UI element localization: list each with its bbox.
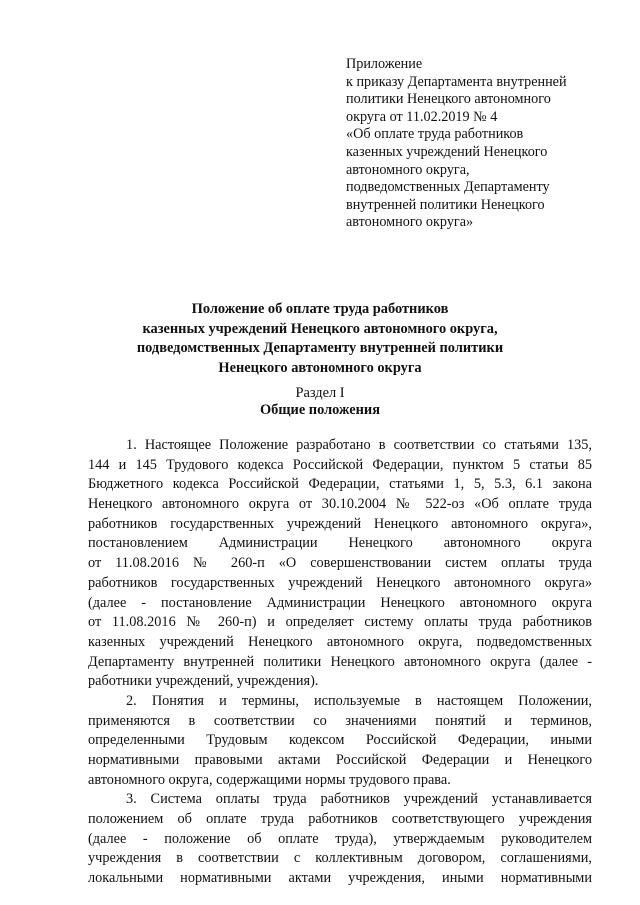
section-heading: Общие положения <box>259 402 381 418</box>
paragraph-1-line: работники учреждений, учреждения). <box>88 673 319 690</box>
paragraph-1-line: постановлением Администрации Ненецкого автономного округа <box>88 535 592 552</box>
paragraph-3-line: 3. Система оплаты труда работников учреждений устанавливается <box>126 791 592 808</box>
appendix-line: казенных учреждений Ненецкого <box>346 143 548 160</box>
paragraph-2-line: 2. Понятия и термины, используемые в настоящем Положении, <box>126 692 592 709</box>
appendix-line: округа от 11.02.2019 № 4 <box>346 108 498 125</box>
appendix-line: внутренней политики Ненецкого <box>346 196 545 213</box>
paragraph-3-line: локальными нормативными актами учреждения, иными нормативными <box>88 870 592 887</box>
paragraph-3-line: учреждения в соответствии с коллективным договором, соглашениями, <box>88 850 592 867</box>
paragraph-1-line: 1. Настоящее Положение разработано в соответствии со статьями 135, <box>126 437 592 453</box>
appendix-line: к приказу Департамента внутренней <box>346 73 567 90</box>
paragraph-1-line: 144 и 145 Трудового кодекса Российской Федерации, пунктом 5 статьи 85 <box>88 456 592 473</box>
paragraph-1-line: от 11.08.2016 № 260-п) и определяет систему оплаты труда работников <box>88 614 592 631</box>
paragraph-2-line: применяются в соответствии со значениями понятий и терминов, <box>88 712 592 729</box>
paragraph-1-line: (далее - постановление Администрации Ненецкого автономного округа <box>88 594 592 611</box>
title-line: Положение об оплате труда работников <box>191 301 449 317</box>
paragraph-1-line: Бюджетного кодекса Российской Федерации, статьями 1, 5, 5.3, 6.1 закона <box>88 476 592 493</box>
appendix-line: подведомственных Департаменту <box>346 179 550 196</box>
title-line: казенных учреждений Ненецкого автономного округа, <box>142 320 498 337</box>
paragraph-3-line: положением об оплате труда работников соответствующего учреждения <box>88 811 592 828</box>
title-line: подведомственных Департаменту внутренней политики <box>136 340 504 357</box>
paragraph-1-line: работников государственных учреждений Ненецкого автономного округа», <box>88 515 592 532</box>
paragraph-1-line: казенных учреждений Ненецкого автономного округа, подведомственных <box>88 633 592 650</box>
paragraph-3-line: (далее - положение об оплате труда), утверждаемым руководителем <box>88 830 592 847</box>
paragraph-1-line: от 11.08.2016 № 260-п «О совершенствовании систем оплаты труда <box>88 555 592 572</box>
appendix-line: автономного округа, <box>346 161 470 178</box>
document-title <box>0 300 640 378</box>
paragraph-2-line: определенными Трудовым кодексом Российской Федерации, иными <box>88 732 592 749</box>
paragraph-1-line: Департаменту внутренней политики Ненецкого автономного округа (далее - <box>88 653 592 670</box>
paragraph-2-line: автономного округа, содержащими нормы трудового права. <box>88 771 451 788</box>
body-text <box>88 436 592 889</box>
section-number: Раздел I <box>295 385 345 401</box>
appendix-line: автономного округа» <box>346 214 474 231</box>
paragraph-1-line: Ненецкого автономного округа от 30.10.2004 № 522-оз «Об оплате труда <box>88 496 592 513</box>
appendix-header <box>346 56 596 232</box>
appendix-line: политики Ненецкого автономного <box>346 91 551 108</box>
paragraph-2-line: нормативными правовыми актами Российской Федерации и Ненецкого <box>88 752 592 768</box>
title-line: Ненецкого автономного округа <box>218 359 422 376</box>
appendix-line: Приложение <box>346 56 423 72</box>
appendix-line: «Об оплате труда работников <box>346 126 524 143</box>
paragraph-1-line: работников государственных учреждений Ненецкого автономного округа» <box>88 574 592 591</box>
